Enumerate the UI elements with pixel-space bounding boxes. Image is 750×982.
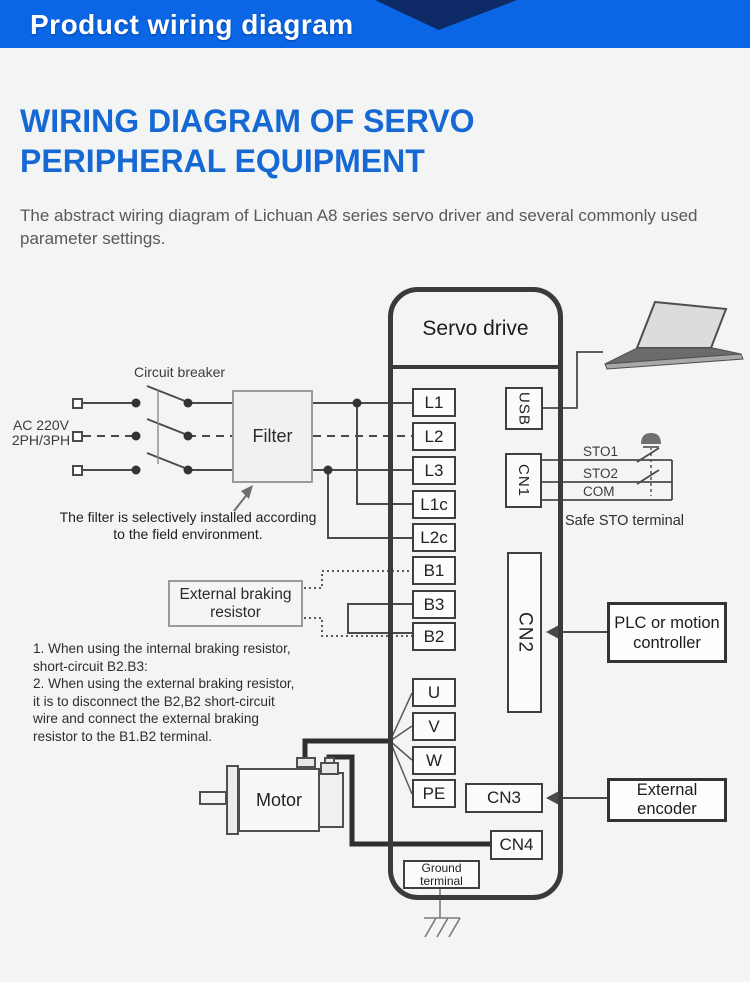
note-line-5: wire and connect the external braking [33,711,259,726]
page-title-line2: PERIPHERAL EQUIPMENT [20,143,425,179]
plc-label-line2: controller [633,633,701,652]
connector-cn1: CN1 [505,453,542,508]
filter-note-line1: The filter is selectively installed according [59,509,317,525]
terminal-b3: B3 [412,590,456,619]
safe-sto-caption: Safe STO terminal [565,513,685,529]
filter-note-line2: to the field environment. [113,526,263,542]
braking-resistor-line2: resistor [210,603,261,621]
encoder-label-line2: encoder [637,800,697,818]
note-line-2: short-circuit B2.B3: [33,658,148,674]
filter-label: Filter [252,426,293,446]
terminal-l1c: L1c [412,490,456,519]
terminal-l3: L3 [412,456,456,485]
motor-encoder-connector [320,762,339,775]
terminal-v: V [412,712,456,741]
connector-cn2: CN2 [507,552,542,713]
terminal-b2: B2 [412,622,456,651]
com-label: COM [583,484,615,499]
terminal-pe: PE [412,779,456,808]
motor-label: Motor [255,789,302,810]
filter-box [232,390,313,483]
terminal-u: U [412,678,456,707]
braking-resistor-box [168,580,303,627]
intro-text: The abstract wiring diagram of Lichuan A8 series servo driver and several commonly used parameter settings. [20,206,698,248]
sto2-label: STO2 [583,466,619,481]
terminal-w: W [412,746,456,775]
terminal-b1: B1 [412,556,456,585]
note-line-6: resistor to the B1.B2 terminal. [33,728,213,744]
sto1-label: STO1 [583,444,619,459]
motor-shaft [199,791,227,805]
servo-drive-title: Servo drive [393,292,558,369]
connector-cn3: CN3 [465,783,543,813]
ac-supply-label-line1: AC 220V [12,417,70,433]
plc-box [607,602,727,663]
terminal-l2: L2 [412,422,456,451]
ac-supply-label [10,418,72,448]
ac-supply-label-line2: 2PH/3PH [11,432,71,448]
note-line-4: it is to disconnect the B2,B2 short-circuit [33,693,275,709]
note-line-1: 1. When using the internal braking resistor, [33,641,291,656]
encoder-label-line1: External [636,781,698,799]
ac-terminal-1 [72,398,83,409]
ac-terminal-2 [72,431,83,442]
laptop-icon [605,302,743,369]
filter-note [42,509,334,543]
filter-note-arrow [234,485,253,511]
motor-rear-housing [318,772,344,828]
circuit-breaker-label: Circuit breaker [134,364,226,380]
braking-resistor-line1: External braking [179,585,292,603]
estop-button-icon [641,433,661,447]
banner-title: Product wiring diagram [30,9,354,40]
ground-terminal-box [403,860,480,889]
plc-label-line1: PLC or motion [614,613,720,632]
ground-terminal-line1: Ground [421,861,462,875]
terminal-l2c: L2c [412,523,456,552]
ground-terminal-line2: terminal [420,873,463,888]
banner [0,0,750,48]
breaker-blades [147,386,190,470]
ac-terminal-3 [72,465,83,476]
braking-resistor-notes [33,640,343,745]
motor-box [238,768,320,832]
connector-cn4: CN4 [490,830,543,860]
external-encoder-box [607,778,727,822]
note-line-3: 2. When using the external braking resistor, [33,676,295,691]
page-title [20,101,475,181]
terminal-l1: L1 [412,388,456,417]
motor-power-connector [296,757,316,768]
page-title-line1: WIRING DIAGRAM OF SERVO [20,103,475,139]
wiring-diagram [0,280,750,982]
connector-usb: USB [505,387,543,430]
